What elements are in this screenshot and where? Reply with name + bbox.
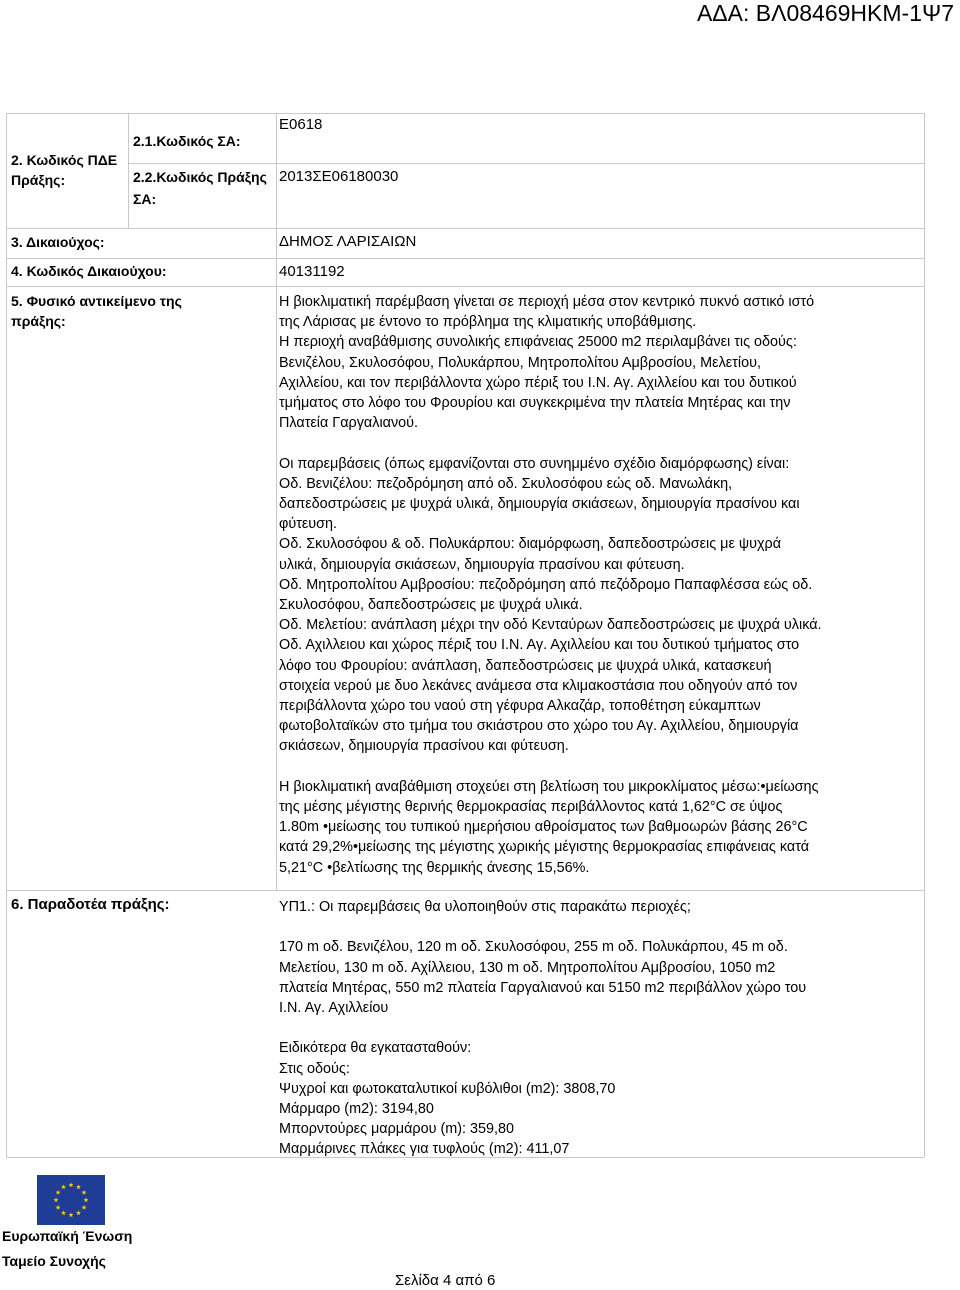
row-divider-codes	[128, 163, 924, 164]
deliverables-label: 6. Παραδοτέα πράξης:	[11, 896, 170, 913]
fund-label: Ταμείο Συνοχής	[2, 1253, 106, 1269]
table-top-border	[6, 113, 924, 114]
code-praxis-sa-value: 2013ΣΕ06180030	[279, 168, 399, 185]
page-number: Σελίδα 4 από 6	[395, 1272, 496, 1289]
table-right-border	[924, 113, 925, 1157]
row-divider-beneficiary	[6, 228, 924, 229]
beneficiary-code-label: 4. Κωδικός Δικαιούχου:	[11, 263, 167, 279]
row-divider-deliverables	[6, 890, 924, 891]
code-pde-label: 2. Κωδικός ΠΔΕ Πράξης:	[11, 152, 118, 188]
ada-code: ΑΔΑ: ΒΛ08469ΗΚΜ-1Ψ7	[696, 0, 954, 26]
physical-object-label: 5. Φυσικό αντικείμενο της πράξης:	[11, 293, 182, 329]
beneficiary-label: 3. Δικαιούχος:	[11, 234, 105, 250]
physical-object-text: Η βιοκλιματική παρέμβαση γίνεται σε περιοχή μέσα στον κεντρικό πυκνό αστικό ιστό της Λάρισας με έντονο το πρόβλημα της κλιματικής υποβάθμισης. Η περιοχή αναβάθμισης συνολικής επιφάνειας 25000 m2 περιλαμβάνει τις οδούς: Βενιζέλου, Σκυλοσόφου, Πολυκάρπου, Μητροπολίτου Αμβροσίου, Μελετίου, Αχιλλείου, και τον περιβάλλοντα χώρο πέριξ του Ι.Ν. Αγ. Αχιλλείου και του δυτικού τμήματος στο λόφο του Φρουρίου και συγκεκριμένα την πλατεία Μητέρας και την Πλατεία Γαργαλιανού. Οι παρεμβάσεις (όπως εμφανίζονται στο συνημμένο σχέδιο διαμόρφωσης) είναι: Οδ. Βενιζέλου: πεζοδρόμηση από οδ. Σκυλοσόφου εώς οδ. Μανωλάκη, δαπεδοστρώσεις με ψυχρά υλικά, δημιουργία σκιάσεων, δημιουργία πρασίνου και φύτευση. Οδ. Σκυλοσόφου & οδ. Πολυκάρπου: διαμόρφωση, δαπεδοστρώσεις με ψυχρά υλικά, δημιουργία σκιάσεων, δημιουργία πρασίνου και φύτευση. Οδ. Μητροπολίτου Αμβροσίου: πεζοδρόμηση από πεζόδρομο Παπαφλέσσα εώς οδ. Σκυλοσόφου, δαπεδοστρώσεις με ψυχρά υλικά. Οδ. Μελετίου: ανάπλαση μέχρι την οδό Κενταύρων δαπεδοστρώσεις με ψυχρά υλικά. Οδ. Αχιλλειου και χώρος πέριξ του Ι.Ν. Αγ. Αχιλλείου και του δυτικού τμήματος στο λόφο του Φρουρίου: ανάπλαση, δαπεδοστρώσεις με ψυχρά υλικά, κατασκευή στοιχεία νερού με δυο λεκάνες ανάμεσα στα κλιμακοστάσια που οδηγούν από τον περιβάλλοντα χώρο του ναού στη γέφυρα Αλκαζάρ, τοποθέτηση εύκαμπτων φωτοβολταϊκών στο τμήμα του σκιάστρου στο χώρο του Αγ. Αχιλλείου, δημιουργία σκιάσεων, δημιουργία πρασίνου και φύτευση. Η βιοκλιματική αναβάθμιση στοχεύει στη βελτίωση του μικροκλίματος μέσω:•μείωσης της μέσης μέγιστης θερινής θερμοκρασίας περιβάλλοντος κατά 1,62°C σε ύψος 1.80m •μείωσης του τυπικού ημερήσιου αθροίσματος των βαθμοωρών βάσης 26°C κατά 29,2%•μείωσης της μέγιστης χωρικής μέγιστης θερμοκρασίας επιφάνειας κατά 5,21°C •βελτίωσης της θερμικής άνεσης 15,56%.	[279, 294, 822, 876]
eu-label: Ευρωπαϊκή Ένωση	[2, 1228, 133, 1244]
code-sa-value: Ε0618	[279, 116, 323, 133]
row-divider-physical	[6, 286, 924, 287]
code-sa-label: 2.1.Κωδικός ΣΑ:	[133, 133, 241, 149]
column-divider-value	[276, 113, 277, 890]
eu-flag-icon	[37, 1175, 105, 1225]
beneficiary-code-value: 40131192	[279, 263, 345, 280]
row-divider-beneficiary-code	[6, 258, 924, 259]
code-praxis-sa-label: 2.2.Κωδικός Πράξης ΣΑ:	[133, 169, 267, 207]
beneficiary-value: ΔΗΜΟΣ ΛΑΡΙΣΑΙΩΝ	[279, 233, 417, 250]
table-left-border	[6, 113, 7, 1157]
deliverables-text: ΥΠ1.: Οι παρεμβάσεις θα υλοποιηθούν στις παρακάτω περιοχές; 170 m οδ. Βενιζέλου, 120 m οδ. Σκυλοσόφου, 255 m οδ. Πολυκάρπου, 45 m οδ. Μελετίου, 130 m οδ. Αχίλλειου, 130 m οδ. Μητροπολίτου Αμβροσίου, 1050 m2 πλατεία Μητέρας, 550 m2 πλατεία Γαργαλιανού και 5150 m2 περιβάλλον χώρο του Ι.Ν. Αγ. Αχιλλείου Ειδικότερα θα εγκατασταθούν: Στις οδούς: Ψυχροί και φωτοκαταλυτικοί κυβόλιθοι (m2): 3808,70 Μάρμαρο (m2): 3194,80 Μπορντούρες μαρμάρου (m): 359,80 Μαρμάρινες πλάκες για τυφλούς (m2): 411,07	[279, 899, 807, 1158]
column-divider-inner	[128, 113, 129, 228]
